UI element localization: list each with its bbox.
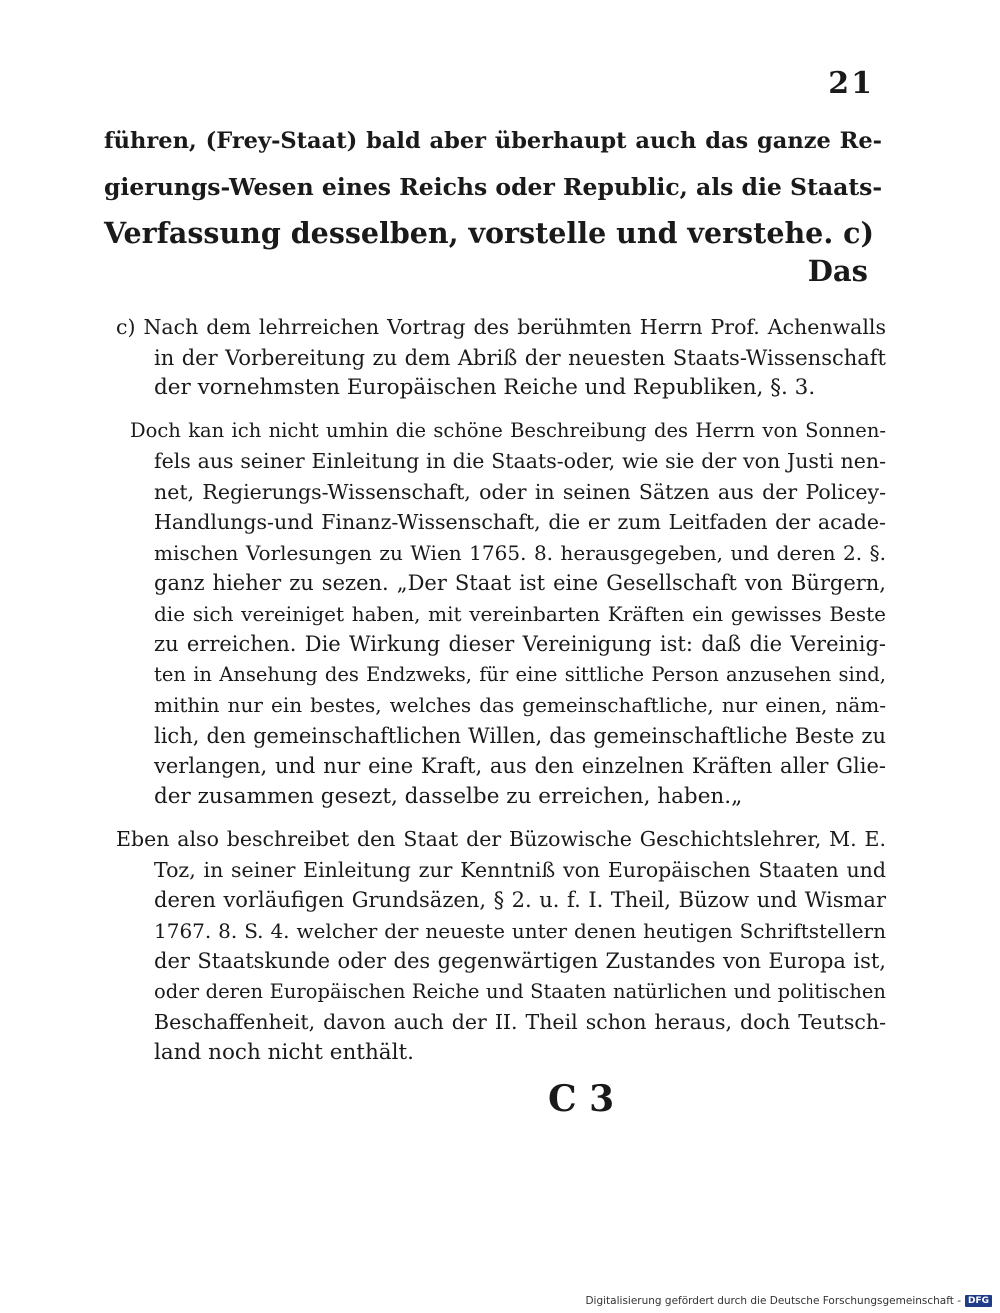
footnote-line: Eben also beschreibet den Staat der Büzowische Geschichtslehrer, M. E. — [116, 827, 886, 851]
footnote-line: ten in Ansehung des Endzweks, für eine sittliche Person anzusehen sind, — [154, 662, 886, 686]
main-text-line: gierungs-Wesen eines Reichs oder Republic, als die Staats- — [104, 173, 883, 201]
main-text-line: Verfassung desselben, vorstelle und verstehe. c) — [104, 216, 875, 250]
footnote-paragraph — [116, 416, 886, 813]
footnote-line: ganz hieher zu sezen. „Der Staat ist eine Gesellschaft von Bürgern, — [154, 571, 886, 595]
dfg-logo: DFG — [965, 1295, 992, 1307]
footnote-line: mischen Vorlesungen zu Wien 1765. 8. herausgegeben, und deren 2. §. — [154, 540, 886, 565]
main-text-block — [104, 118, 882, 256]
footnote-line: der Staatskunde oder des gegenwärtigen Zustandes von Europa ist, — [154, 949, 886, 973]
footnote-line: lich, den gemeinschaftlichen Willen, das gemeinschaftliche Beste zu — [154, 723, 886, 748]
page-number: 21 — [828, 66, 874, 101]
main-text-line: führen, (Frey-Staat) bald aber überhaupt auch das ganze Re- — [104, 128, 882, 154]
footnote-line: zu erreichen. Die Wirkung dieser Vereinigung ist: daß die Vereinig- — [154, 632, 886, 656]
footnote-paragraph — [116, 312, 886, 404]
footnote-paragraph — [116, 824, 886, 1068]
footnote-line: mithin nur ein bestes, welches das gemeinschaftliche, nur einen, näm- — [154, 693, 886, 717]
footnote-line: land noch nicht enthält. — [154, 1039, 414, 1065]
signature-mark: C 3 — [548, 1078, 615, 1120]
footnotes-block — [116, 312, 886, 1080]
footnote-line: c) Nach dem lehrreichen Vortrag des berühmten Herrn Prof. Achenwalls — [116, 315, 886, 339]
digitization-footer — [585, 1295, 992, 1307]
catchword: Das — [807, 254, 868, 288]
footnote-line: net, Regierungs-Wissenschaft, oder in seinen Sätzen aus der Policey- — [154, 479, 886, 504]
footnote-line: fels aus seiner Einleitung in die Staats-oder, wie sie der von Justi nen- — [154, 449, 886, 473]
footnote-line: der zusammen gesezt, dasselbe zu erreichen, haben.„ — [154, 783, 743, 809]
footnote-line: Doch kan ich nicht umhin die schöne Beschreibung des Herrn von Sonnen- — [130, 418, 886, 442]
footnote-line: Handlungs-und Finanz-Wissenschaft, die er zum Leitfaden der acade- — [154, 510, 886, 534]
footnote-line: verlangen, und nur eine Kraft, aus den einzelnen Kräften aller Glie- — [154, 754, 886, 778]
footnote-line: die sich vereiniget haben, mit vereinbarten Kräften ein gewisses Beste — [154, 601, 886, 626]
footnote-line: Beschaffenheit, davon auch der II. Theil schon heraus, doch Teutsch- — [154, 1010, 886, 1034]
footer-text: Digitalisierung gefördert durch die Deutsche Forschungsgemeinschaft - — [585, 1295, 961, 1307]
footnote-line: Toz, in seiner Einleitung zur Kenntniß von Europäischen Staaten und — [154, 857, 886, 882]
footnote-line: oder deren Europäischen Reiche und Staaten natürlichen und politischen — [154, 979, 886, 1003]
footnote-line: in der Vorbereitung zu dem Abriß der neuesten Staats-Wissenschaft — [154, 345, 886, 370]
footnote-line: 1767. 8. S. 4. welcher der neueste unter denen heutigen Schriftstellern — [154, 918, 886, 943]
footnote-line: deren vorläufigen Grundsäzen, § 2. u. f. I. Theil, Büzow und Wismar — [154, 888, 886, 912]
footnote-line: der vornehmsten Europäischen Reiche und Republiken, §. 3. — [154, 375, 816, 400]
